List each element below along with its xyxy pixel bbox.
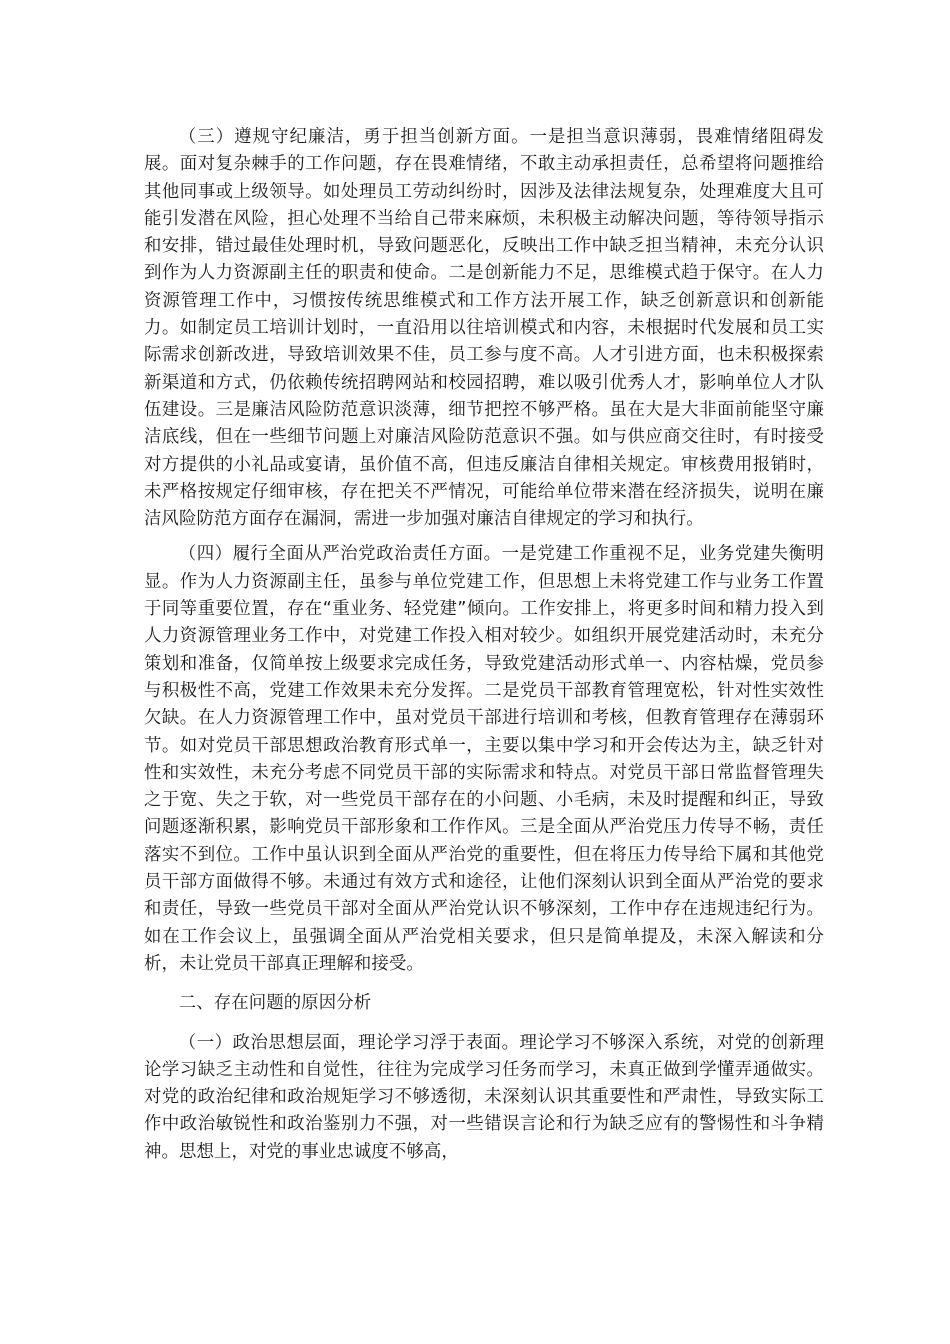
paragraph-section-3-integrity: （三）遵规守纪廉洁，勇于担当创新方面。一是担当意识薄弱，畏难情绪阻碍发展。面对复杂棘手的工作问题，存在畏难情绪，不敢主动承担责任，总希望将问题推给其他同事或上级领导。如处理员工劳动纠纷时，因涉及法律法规复杂，处理难度大且可能引发潜在风险，担心处理不当给自己带来麻烦，未积极主动解决问题，等待领导指示和安排，错过最佳处理时机，导致问题恶化，反映出工作中缺乏担当精神，未充分认识到作为人力资源副主任的职责和使命。二是创新能力不足，思维模式趋于保守。在人力资源管理工作中，习惯按传统思维模式和工作方法开展工作，缺乏创新意识和创新能力。如制定员工培训计划时，一直沿用以往培训模式和内容，未根据时代发展和员工实际需求创新改进，导致培训效果不佳，员工参与度不高。人才引进方面，也未积极探索新渠道和方式，仍依赖传统招聘网站和校园招聘，难以吸引优秀人才，影响单位人才队伍建设。三是廉洁风险防范意识淡薄，细节把控不够严格。虽在大是大非面前能坚守廉洁底线，但在一些细节问题上对廉洁风险防范意识不强。如与供应商交往时，有时接受对方提供的小礼品或宴请，虽价值不高，但违反廉洁自律相关规定。审核费用报销时，未严格按规定仔细审核，存在把关不严情况，可能给单位带来潜在经济损失，说明在廉洁风险防范方面存在漏洞，需进一步加强对廉洁自律规定的学习和执行。 xyxy=(144,127,824,530)
document-body xyxy=(144,124,824,1166)
paragraph-section-4-party-responsibility: （四）履行全面从严治党政治责任方面。一是党建工作重视不足，业务党建失衡明显。作为人力资源副主任，虽参与单位党建工作，但思想上未将党建工作与业务工作置于同等重要位置，存在“重业务、轻党建”倾向。工作安排上，将更多时间和精力投入到人力资源管理业务工作中，对党建工作投入相对较少。如组织开展党建活动时，未充分策划和准备，仅简单按上级要求完成任务，导致党建活动形式单一、内容枯燥，党员参与积极性不高，党建工作效果未充分发挥。二是党员干部教育管理宽松，针对性实效性欠缺。在人力资源管理工作中，虽对党员干部进行培训和考核，但教育管理存在薄弱环节。如对党员干部思想政治教育形式单一，主要以集中学习和开会传达为主，缺乏针对性和实效性，未充分考虑不同党员干部的实际需求和特点。对党员干部日常监督管理失之于宽、失之于软，对一些党员干部存在的小问题、小毛病，未及时提醒和纠正，导致问题逐渐积累，影响党员干部形象和工作作风。三是全面从严治党压力传导不畅，责任落实不到位。工作中虽认识到全面从严治党的重要性，但在将压力传导给下属和其他党员干部方面做得不够。未通过有效方式和途径，让他们深刻认识到全面从严治党的要求和责任，导致一些党员干部对全面从严治党认识不够深刻，工作中存在违规违纪行为。如在工作会议上，虽强调全面从严治党相关要求，但只是简单提及，未深入解读和分析，未让党员干部真正理解和接受。 xyxy=(144,544,824,974)
section-heading-cause-analysis: 二、存在问题的原因分析 xyxy=(178,993,372,1014)
paragraph-cause-1-political-thought: （一）政治思想层面，理论学习浮于表面。理论学习不够深入系统，对党的创新理论学习缺乏主动性和自觉性，往往为完成学习任务而学习，未真正做到学懂弄通做实。对党的政治纪律和政治规矩学习不够透彻，未深刻认识其重要性和严肃性，导致实际工作中政治敏锐性和政治鉴别力不强，对一些错误言论和行为缺乏应有的警惕性和斗争精神。思想上，对党的事业忠诚度不够高， xyxy=(144,1032,824,1162)
